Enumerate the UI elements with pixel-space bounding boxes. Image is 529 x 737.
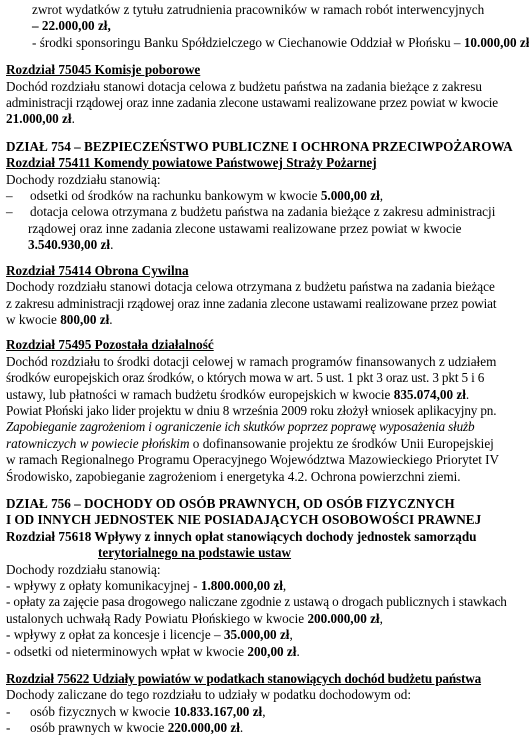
- section-75622-item-2-text: osób prawnych w kwocie: [30, 720, 168, 736]
- section-75618-item-3-amount: 35.000,00 zł: [223, 627, 290, 643]
- section-75618-item-3-text: - wpływy z opłat za koncesje i licencje –: [6, 627, 224, 643]
- section-75045-title: Rozdział 75045 Komisje poborowe: [6, 62, 201, 78]
- section-75618-item-2-line-2-text: ustalonych uchwałą Rady Powiatu Płońskiego w kwocie: [6, 610, 308, 626]
- section-75618-item-4: [6, 644, 508, 660]
- section-75622-title: Rozdział 75622 Udziały powiatów w podatkach stanowiących dochód budżetu państwa: [6, 671, 482, 687]
- section-75414-line-2: z zakresu administracji rządowej oraz inne zadania zlecone ustawami realizowane przez powiat: [6, 295, 497, 311]
- top-line-3-text: - środki sponsoringu Banku Spółdzielczego w Ciechanowie Oddział w Płońsku –: [32, 34, 464, 50]
- section-75622-item-2: [6, 720, 508, 736]
- section-75495-line-4: Powiat Płoński jako lider projektu w dniu 8 września 2009 roku złożył wniosek aplikacyjny pn.: [6, 402, 497, 418]
- dzial-754-title: DZIAŁ 754 – BEZPIECZEŃSTWO PUBLICZNE I OCHRONA PRZECIWPOŻAROWA: [6, 138, 513, 154]
- section-75495-line-6-rest: o dofinansowanie projektu ze środków Unii Europejskiej: [189, 435, 494, 451]
- section-75618-item-2-amount: 200.000,00 zł: [307, 610, 380, 626]
- section-75618-title-2-wrap: [6, 545, 508, 561]
- list-dash: -: [6, 703, 11, 719]
- section-75414-title: Rozdział 75414 Obrona Cywilna: [6, 262, 189, 278]
- section-75618-item-1: [6, 578, 508, 594]
- section-75618-intro: Dochody rozdziału stanowią:: [6, 561, 161, 577]
- section-75411-item-2-line-2: rządowej oraz inne zadania zlecone ustawami realizowane przez powiat w kwocie: [28, 220, 462, 236]
- section-75495-line-7: w ramach Regionalnego Programu Operacyjnego Województwa Mazowieckiego Priorytet IV: [6, 452, 500, 468]
- section-75495-title: Rozdział 75495 Pozostała działalność: [6, 337, 214, 353]
- top-line-3-amount: 10.000,00 zł: [463, 34, 529, 50]
- list-dash: –: [6, 204, 13, 220]
- dzial-756-title-1: DZIAŁ 756 – DOCHODY OD OSÓB PRAWNYCH, OD OSÓB FIZYCZNYCH: [6, 495, 455, 511]
- section-75411-item-1-end: ,: [379, 188, 384, 204]
- list-dash: -: [6, 720, 11, 736]
- section-75495-line-3-text: ustawy, lub płatności w ramach budżetu środków europejskich w kwocie: [6, 386, 394, 402]
- section-75618-item-2-end: ,: [379, 610, 383, 626]
- section-75618-item-4-end: .: [296, 643, 300, 659]
- section-75618-item-1-amount: 1.800.000,00 zł: [200, 578, 283, 593]
- list-dash: –: [6, 188, 13, 204]
- section-75045-amount-line: [6, 111, 508, 127]
- section-75414-amount-line: [6, 312, 508, 328]
- section-75495-line-8: Środowisko, zapobieganie zagrożeniom i energetyka 4.2. Ochrona powierzchni ziemi.: [6, 468, 461, 484]
- top-line-2: – 22.000,00 zł,: [32, 18, 111, 34]
- section-75411-item-1: [6, 188, 508, 204]
- section-75618-title-1: Rozdział 75618 Wpływy z innych opłat stanowiących dochody jednostek samorządu: [6, 528, 477, 544]
- section-75495-line-6: [6, 436, 508, 452]
- section-75045-line-1: Dochód rozdziału stanowi dotacja celowa z budżetu państwa na zadania bieżące z zakresu: [6, 78, 482, 94]
- section-75618-item-3-end: ,: [289, 627, 293, 643]
- section-75045-amount: 21.000,00 zł: [6, 111, 72, 127]
- section-75495-line-1: Dochód rozdziału to środki dotacji celowej w ramach programów finansowanych z udziałem: [6, 353, 497, 369]
- dzial-756-title-2: I OD INNYCH JEDNOSTEK NIE POSIADAJĄCYCH OSOBOWOŚCI PRAWNEJ: [6, 512, 482, 528]
- section-75414-amount: 800,00 zł: [60, 311, 110, 327]
- section-75495-line-6-italic: ratowniczych w powiecie płońskim: [6, 435, 190, 451]
- section-75411-item-1-text: odsetki od środków na rachunku bankowym w kwocie: [30, 188, 321, 204]
- section-75411-item-2-amount: 3.540.930,00 zł: [28, 237, 111, 253]
- section-75411-item-2-amount-line: [6, 237, 508, 253]
- section-75618-item-2-line-2: [6, 611, 508, 627]
- section-75618-item-1-text: - wpływy z opłaty komunikacyjnej -: [6, 578, 201, 593]
- section-75622-item-1: [6, 704, 508, 720]
- section-75618-item-1-end: ,: [282, 578, 287, 593]
- section-75045-line-2: administracji rządowej oraz inne zadania zlecone ustawami realizowane przez powiat w kwocie: [6, 95, 498, 111]
- section-75414-line-3-text: w kwocie: [6, 311, 61, 327]
- section-75622-item-2-amount: 220.000,00 zł: [167, 720, 240, 736]
- section-75622-intro: Dochody zaliczane do tego rozdziału to udziały w podatku dochodowym od:: [6, 687, 412, 703]
- section-75622-item-2-end: .: [239, 720, 244, 736]
- top-line-3: [6, 34, 529, 51]
- section-75411-item-2: [6, 204, 508, 220]
- section-75414-amount-end: .: [109, 311, 113, 327]
- section-75495-line-3: [6, 387, 508, 403]
- section-75618-item-4-amount: 200,00 zł: [247, 643, 297, 659]
- section-75618-item-2-line-1: - opłaty za zajęcie pasa drogowego naliczane zgodnie z ustawą o drogach publicznych i stawkach: [6, 594, 507, 610]
- section-75411-intro: Dochody rozdziału stanowią:: [6, 171, 161, 187]
- section-75622-item-1-end: ,: [262, 703, 266, 719]
- section-75622-item-1-text: osób fizycznych w kwocie: [30, 703, 174, 719]
- section-75045-amount-end: .: [71, 111, 75, 127]
- section-75411-title: Rozdział 75411 Komendy powiatowe Państwowej Straży Pożarnej: [6, 155, 377, 171]
- section-75622-item-1-amount: 10.833.167,00 zł: [173, 703, 263, 719]
- section-75495-amount: 835.074,00 zł: [393, 386, 466, 402]
- section-75495-line-2: środków europejskich oraz środków, o których mowa w art. 5 ust. 1 pkt 3 oraz ust. 3 pkt 5 i 6: [6, 370, 485, 386]
- section-75618-title-2: terytorialnego na podstawie ustaw: [98, 545, 292, 561]
- section-75411-item-2-line-1: dotacja celowa otrzymana z budżetu państwa na zadania bieżące z zakresu administracji: [30, 204, 496, 220]
- section-75411-item-2-end: .: [110, 237, 114, 253]
- section-75618-item-3: [6, 627, 508, 643]
- top-line-1: zwrot wydatków z tytułu zatrudnienia pracowników w ramach robót interwencyjnych: [32, 2, 485, 17]
- section-75495-line-5: Zapobieganie zagrożeniom i ograniczenie ich skutków poprzez poprawę wyposażenia służb: [6, 419, 475, 435]
- section-75414-line-1: Dochody rozdziału stanowi dotacja celowa otrzymana z budżetu państwa na zadania bieżące: [6, 279, 495, 295]
- section-75411-item-1-amount: 5.000,00 zł: [320, 188, 380, 204]
- section-75618-item-4-text: - odsetki od nieterminowych wpłat w kwocie: [6, 643, 248, 659]
- section-75495-amount-end: .: [465, 386, 470, 402]
